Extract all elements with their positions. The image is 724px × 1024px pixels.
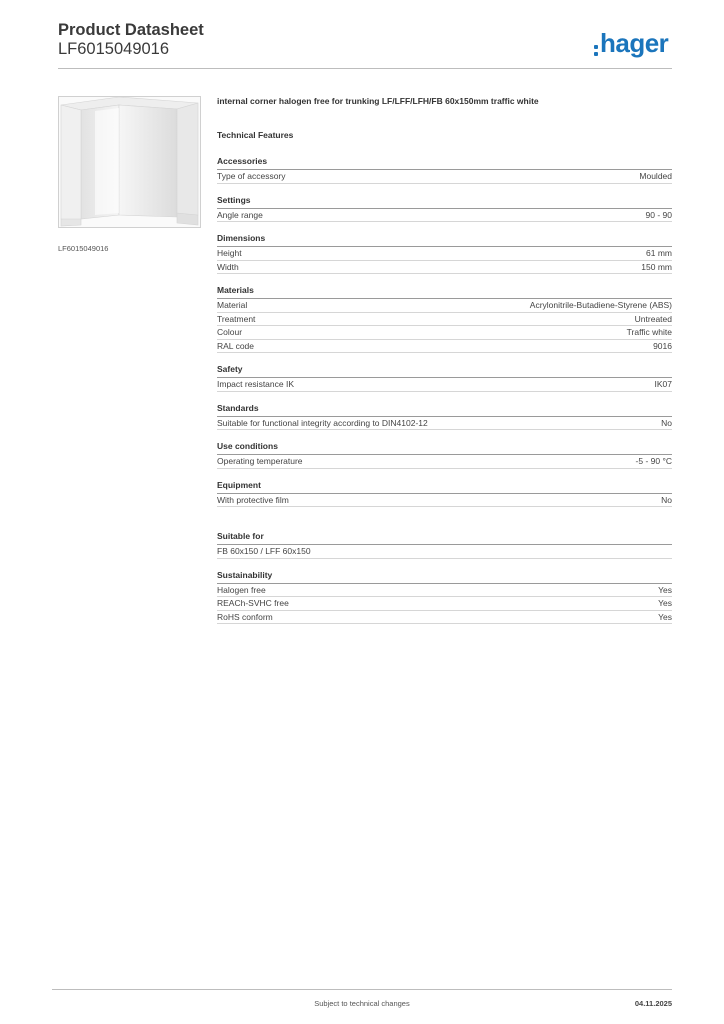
- section-title: Settings: [217, 195, 672, 209]
- spec-row: [217, 313, 672, 327]
- spec-row: [217, 247, 672, 261]
- section-title: Materials: [217, 285, 672, 299]
- spec-label: Treatment: [217, 313, 256, 324]
- product-code: LF6015049016: [58, 40, 170, 58]
- technical-sections: [217, 156, 672, 507]
- spec-section: [217, 480, 672, 508]
- spec-section: [217, 364, 672, 392]
- spec-row: [217, 261, 672, 275]
- spec-label: Angle range: [217, 209, 263, 220]
- spec-label: Width: [217, 261, 239, 272]
- spec-row: [217, 494, 672, 508]
- section-title: Safety: [217, 364, 672, 378]
- technical-features-title: Technical Features: [217, 130, 294, 140]
- suitable-item: FB 60x150 / LFF 60x150: [217, 545, 672, 559]
- internal-corner-product-image: [58, 96, 201, 228]
- image-caption: LF6015049016: [58, 244, 109, 253]
- spec-label: Halogen free: [217, 584, 266, 595]
- logo-dots-icon: [594, 45, 598, 56]
- page-title: Product Datasheet: [58, 21, 204, 39]
- section-title: Use conditions: [217, 441, 672, 455]
- spec-label: RAL code: [217, 340, 255, 351]
- header-divider: [58, 68, 672, 69]
- spec-label: With protective film: [217, 494, 289, 505]
- spec-value: IK07: [654, 379, 672, 389]
- spec-row: [217, 611, 672, 625]
- spec-value: -5 - 90 °C: [635, 456, 672, 466]
- spec-label: Impact resistance IK: [217, 379, 295, 389]
- spec-label: REACh-SVHC free: [217, 598, 289, 608]
- spec-section: [217, 441, 672, 469]
- footer-note: Subject to technical changes: [314, 999, 410, 1008]
- spec-row: [217, 340, 672, 354]
- spec-section: [217, 403, 672, 431]
- spec-value: No: [661, 417, 672, 428]
- spec-section: [217, 233, 672, 274]
- spec-value: 150 mm: [641, 261, 672, 272]
- footer-date: 04.11.2025: [634, 999, 672, 1008]
- spec-label: Material: [217, 300, 248, 310]
- spec-value: No: [661, 494, 672, 505]
- spec-row: [217, 209, 672, 223]
- section-title: Suitable for: [217, 531, 672, 545]
- corner-piece-icon: [59, 97, 200, 227]
- header: [58, 20, 204, 59]
- hager-logo: [594, 28, 668, 58]
- section-title: Accessories: [217, 156, 672, 170]
- section-title: Dimensions: [217, 233, 672, 247]
- spec-section: [217, 285, 672, 353]
- spec-value: Untreated: [634, 313, 672, 324]
- spec-value: 9016: [653, 340, 672, 351]
- spec-row: [217, 378, 672, 392]
- logo-text: hager: [600, 28, 669, 58]
- section-title: Standards: [217, 403, 672, 417]
- spec-label: Suitable for functional integrity according to DIN4102-12: [217, 417, 428, 428]
- spec-row: [217, 455, 672, 469]
- spec-value: Yes: [658, 598, 672, 608]
- spec-value: Traffic white: [626, 327, 672, 337]
- product-description: internal corner halogen free for trunking LF/LFF/LFH/FB 60x150mm traffic white: [217, 96, 539, 106]
- spec-value: Acrylonitrile-Butadiene-Styrene (ABS): [529, 300, 672, 310]
- footer-divider: [52, 989, 672, 990]
- spec-row: [217, 584, 672, 598]
- spec-row: [217, 299, 672, 313]
- spec-row: [217, 170, 672, 184]
- spec-value: Moulded: [639, 171, 672, 181]
- spec-label: Height: [217, 248, 242, 258]
- suitable-for-section: [217, 531, 672, 559]
- spec-value: 61 mm: [646, 248, 672, 258]
- spec-value: 90 - 90: [645, 209, 672, 220]
- sustainability-section: [217, 570, 672, 625]
- spec-label: Operating temperature: [217, 456, 303, 466]
- spec-section: [217, 195, 672, 223]
- spec-section: [217, 156, 672, 184]
- spec-row: [217, 326, 672, 340]
- spec-row: [217, 417, 672, 431]
- spec-row: [217, 597, 672, 611]
- section-title: Equipment: [217, 480, 672, 494]
- spec-label: Colour: [217, 327, 243, 337]
- spec-label: RoHS conform: [217, 611, 273, 622]
- section-title: Sustainability: [217, 570, 672, 584]
- spec-value: Yes: [658, 584, 672, 595]
- content-column: [217, 96, 672, 624]
- spec-label: Type of accessory: [217, 171, 286, 181]
- spec-value: Yes: [658, 611, 672, 622]
